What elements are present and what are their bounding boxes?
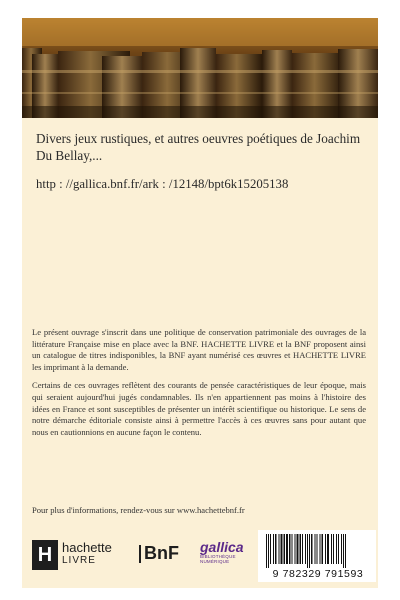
- barcode-number: 9 782329 791593: [272, 568, 364, 580]
- barcode-bar: [305, 534, 306, 564]
- notice-paragraph-2: Certains de ces ouvrages reflètent des courants de pensée caractéristiques de leur époque, mais qui seraient aujourd'hui jugés condamnables. Ils n'en appartiennent pas moins à l'histoire des idées en France et sont susceptibles de présenter un intérêt scientifique ou historique. Le sens de notre démarche éditoriale consiste ainsi à permettre l'accès à ces œuvres sans pour autant que nous en cautionnions en aucune façon le contenu.: [32, 380, 366, 437]
- gallica-sub: BIBLIOTHÈQUE NUMÉRIQUE: [200, 554, 236, 564]
- hachette-name: hachette: [62, 540, 112, 555]
- barcode-bar: [336, 534, 337, 564]
- bookshelf-image: [22, 18, 378, 118]
- barcode-bar: [275, 534, 277, 564]
- barcode-bar: [307, 534, 308, 568]
- hachette-mark-icon: H: [32, 540, 58, 570]
- barcode-bar: [322, 534, 324, 564]
- book-title: Divers jeux rustiques, et autres oeuvres poétiques de Joachim Du Bellay,...: [36, 131, 361, 163]
- barcode-bar: [333, 534, 334, 564]
- barcode-bar: [292, 534, 293, 564]
- barcode-bar: [289, 534, 291, 564]
- gallica-logo: [200, 540, 244, 564]
- barcode-bar: [295, 534, 296, 564]
- hachette-wordmark: [62, 541, 112, 567]
- barcode-bar: [315, 534, 316, 564]
- contact-line[interactable]: Pour plus d'informations, rendez-vous sur www.hachettebnf.fr: [32, 505, 245, 515]
- barcode-bar: [320, 534, 321, 564]
- barcode-bar: [341, 534, 342, 564]
- barcode-bar: [297, 534, 299, 564]
- barcode-bar: [270, 534, 271, 564]
- barcode-bar: [327, 534, 329, 564]
- barcode-bar: [281, 534, 283, 564]
- barcode-bar: [284, 534, 286, 564]
- barcode-bar: [273, 534, 274, 564]
- cover-panel: [22, 18, 378, 588]
- hachette-sub: LIVRE: [62, 555, 96, 566]
- barcode-bars: [266, 534, 368, 568]
- gallica-url[interactable]: http : //gallica.bnf.fr/ark : /12148/bpt6k15205138: [36, 177, 289, 191]
- barcode-bar: [317, 534, 318, 564]
- logo-strip: [22, 530, 378, 580]
- barcode-bar: [279, 534, 280, 564]
- barcode-bar: [345, 534, 346, 568]
- barcode-bar: [286, 534, 288, 564]
- barcode-bar: [268, 534, 269, 568]
- publisher-notice: [32, 327, 366, 445]
- notice-paragraph-1: Le présent ouvrage s'inscrit dans une politique de conservation patrimoniale des ouvrages de la littérature Française mise en place avec la BNF. HACHETTE LIVRE et la BNF proposent ainsi un catalogue de titres indisponibles, la BNF ayant numérisé ces œuvres et HACHETTE LIVRE les imprimant à la demande.: [32, 327, 366, 372]
- bnf-logo: BnF: [144, 543, 179, 563]
- barcode-bar: [343, 534, 344, 568]
- barcode-bar: [302, 534, 303, 564]
- isbn-barcode: [258, 530, 376, 582]
- barcode-bar: [325, 534, 326, 564]
- barcode-bar: [331, 534, 332, 564]
- barcode-bar: [300, 534, 302, 564]
- gallica-name: gallica: [200, 539, 244, 555]
- bookshelf-photo: [22, 18, 378, 118]
- barcode-bar: [311, 534, 313, 564]
- barcode-bar: [309, 534, 310, 568]
- barcode-bar: [338, 534, 339, 564]
- barcode-bar: [266, 534, 267, 568]
